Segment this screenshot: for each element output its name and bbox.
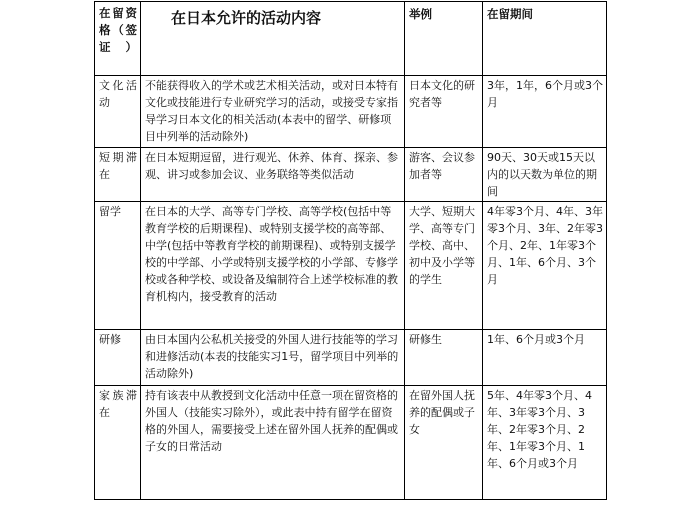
table-row <box>95 202 607 330</box>
content-cell: 持有该表中从教授到文化活动中任意一项在留资格的外国人（技能实习除外），或此表中持有留学在留资格的外国人，需要接受上述在留外国人抚养的配偶或子女的日常活动 <box>141 386 405 500</box>
status-cell: 研修 <box>95 330 141 386</box>
header-content: 在日本允许的活动内容 <box>141 2 405 76</box>
example-cell: 在留外国人抚养的配偶或子女 <box>405 386 483 500</box>
status-cell: 文化活动 <box>95 76 141 148</box>
table-header-row <box>95 2 607 76</box>
header-status: 在留资格（签证） <box>95 2 141 76</box>
example-cell: 游客、会议参加者等 <box>405 148 483 202</box>
status-cell: 家族滞在 <box>95 386 141 500</box>
content-cell: 由日本国内公私机关接受的外国人进行技能等的学习和进修活动(本表的技能实习1号，留学项目中列举的活动除外) <box>141 330 405 386</box>
period-cell: 3年，1年，6个月或3个月 <box>483 76 607 148</box>
example-cell: 大学、短期大学、高等专门学校、高中、初中及小学等的学生 <box>405 202 483 330</box>
header-period: 在留期间 <box>483 2 607 76</box>
period-cell: 4年零3个月、4年、3年零3个月、3年、2年零3个月、2年、1年零3个月、1年、6个月、3个月 <box>483 202 607 330</box>
period-cell: 1年、6个月或3个月 <box>483 330 607 386</box>
table-row <box>95 148 607 202</box>
residence-status-table <box>94 1 607 500</box>
status-cell: 短期滞在 <box>95 148 141 202</box>
example-cell: 研修生 <box>405 330 483 386</box>
content-cell: 不能获得收入的学术或艺术相关活动，或对日本特有文化或技能进行专业研究学习的活动，或接受专家指导学习日本文化的相关活动(本表中的留学、研修项目中列举的活动除外) <box>141 76 405 148</box>
table-row <box>95 330 607 386</box>
period-cell: 90天、30天或15天以内的以天数为单位的期间 <box>483 148 607 202</box>
status-cell: 留学 <box>95 202 141 330</box>
table-row <box>95 76 607 148</box>
table-row <box>95 386 607 500</box>
period-cell: 5年、4年零3个月、4年、3年零3个月、3年、2年零3个月、2年、1年零3个月、1年、6个月或3个月 <box>483 386 607 500</box>
content-cell: 在日本的大学、高等专门学校、高等学校(包括中等教育学校的后期课程)、或特别支援学校的高等部、中学(包括中等教育学校的前期课程)、或特别支援学校的中学部、小学或特别支援学校的小学部、专修学校或各种学校、或设备及编制符合上述学校标准的教育机构内，接受教育的活动 <box>141 202 405 330</box>
header-example: 举例 <box>405 2 483 76</box>
content-cell: 在日本短期逗留，进行观光、休养、体育、探亲、参观、讲习或参加会议、业务联络等类似活动 <box>141 148 405 202</box>
example-cell: 日本文化的研究者等 <box>405 76 483 148</box>
